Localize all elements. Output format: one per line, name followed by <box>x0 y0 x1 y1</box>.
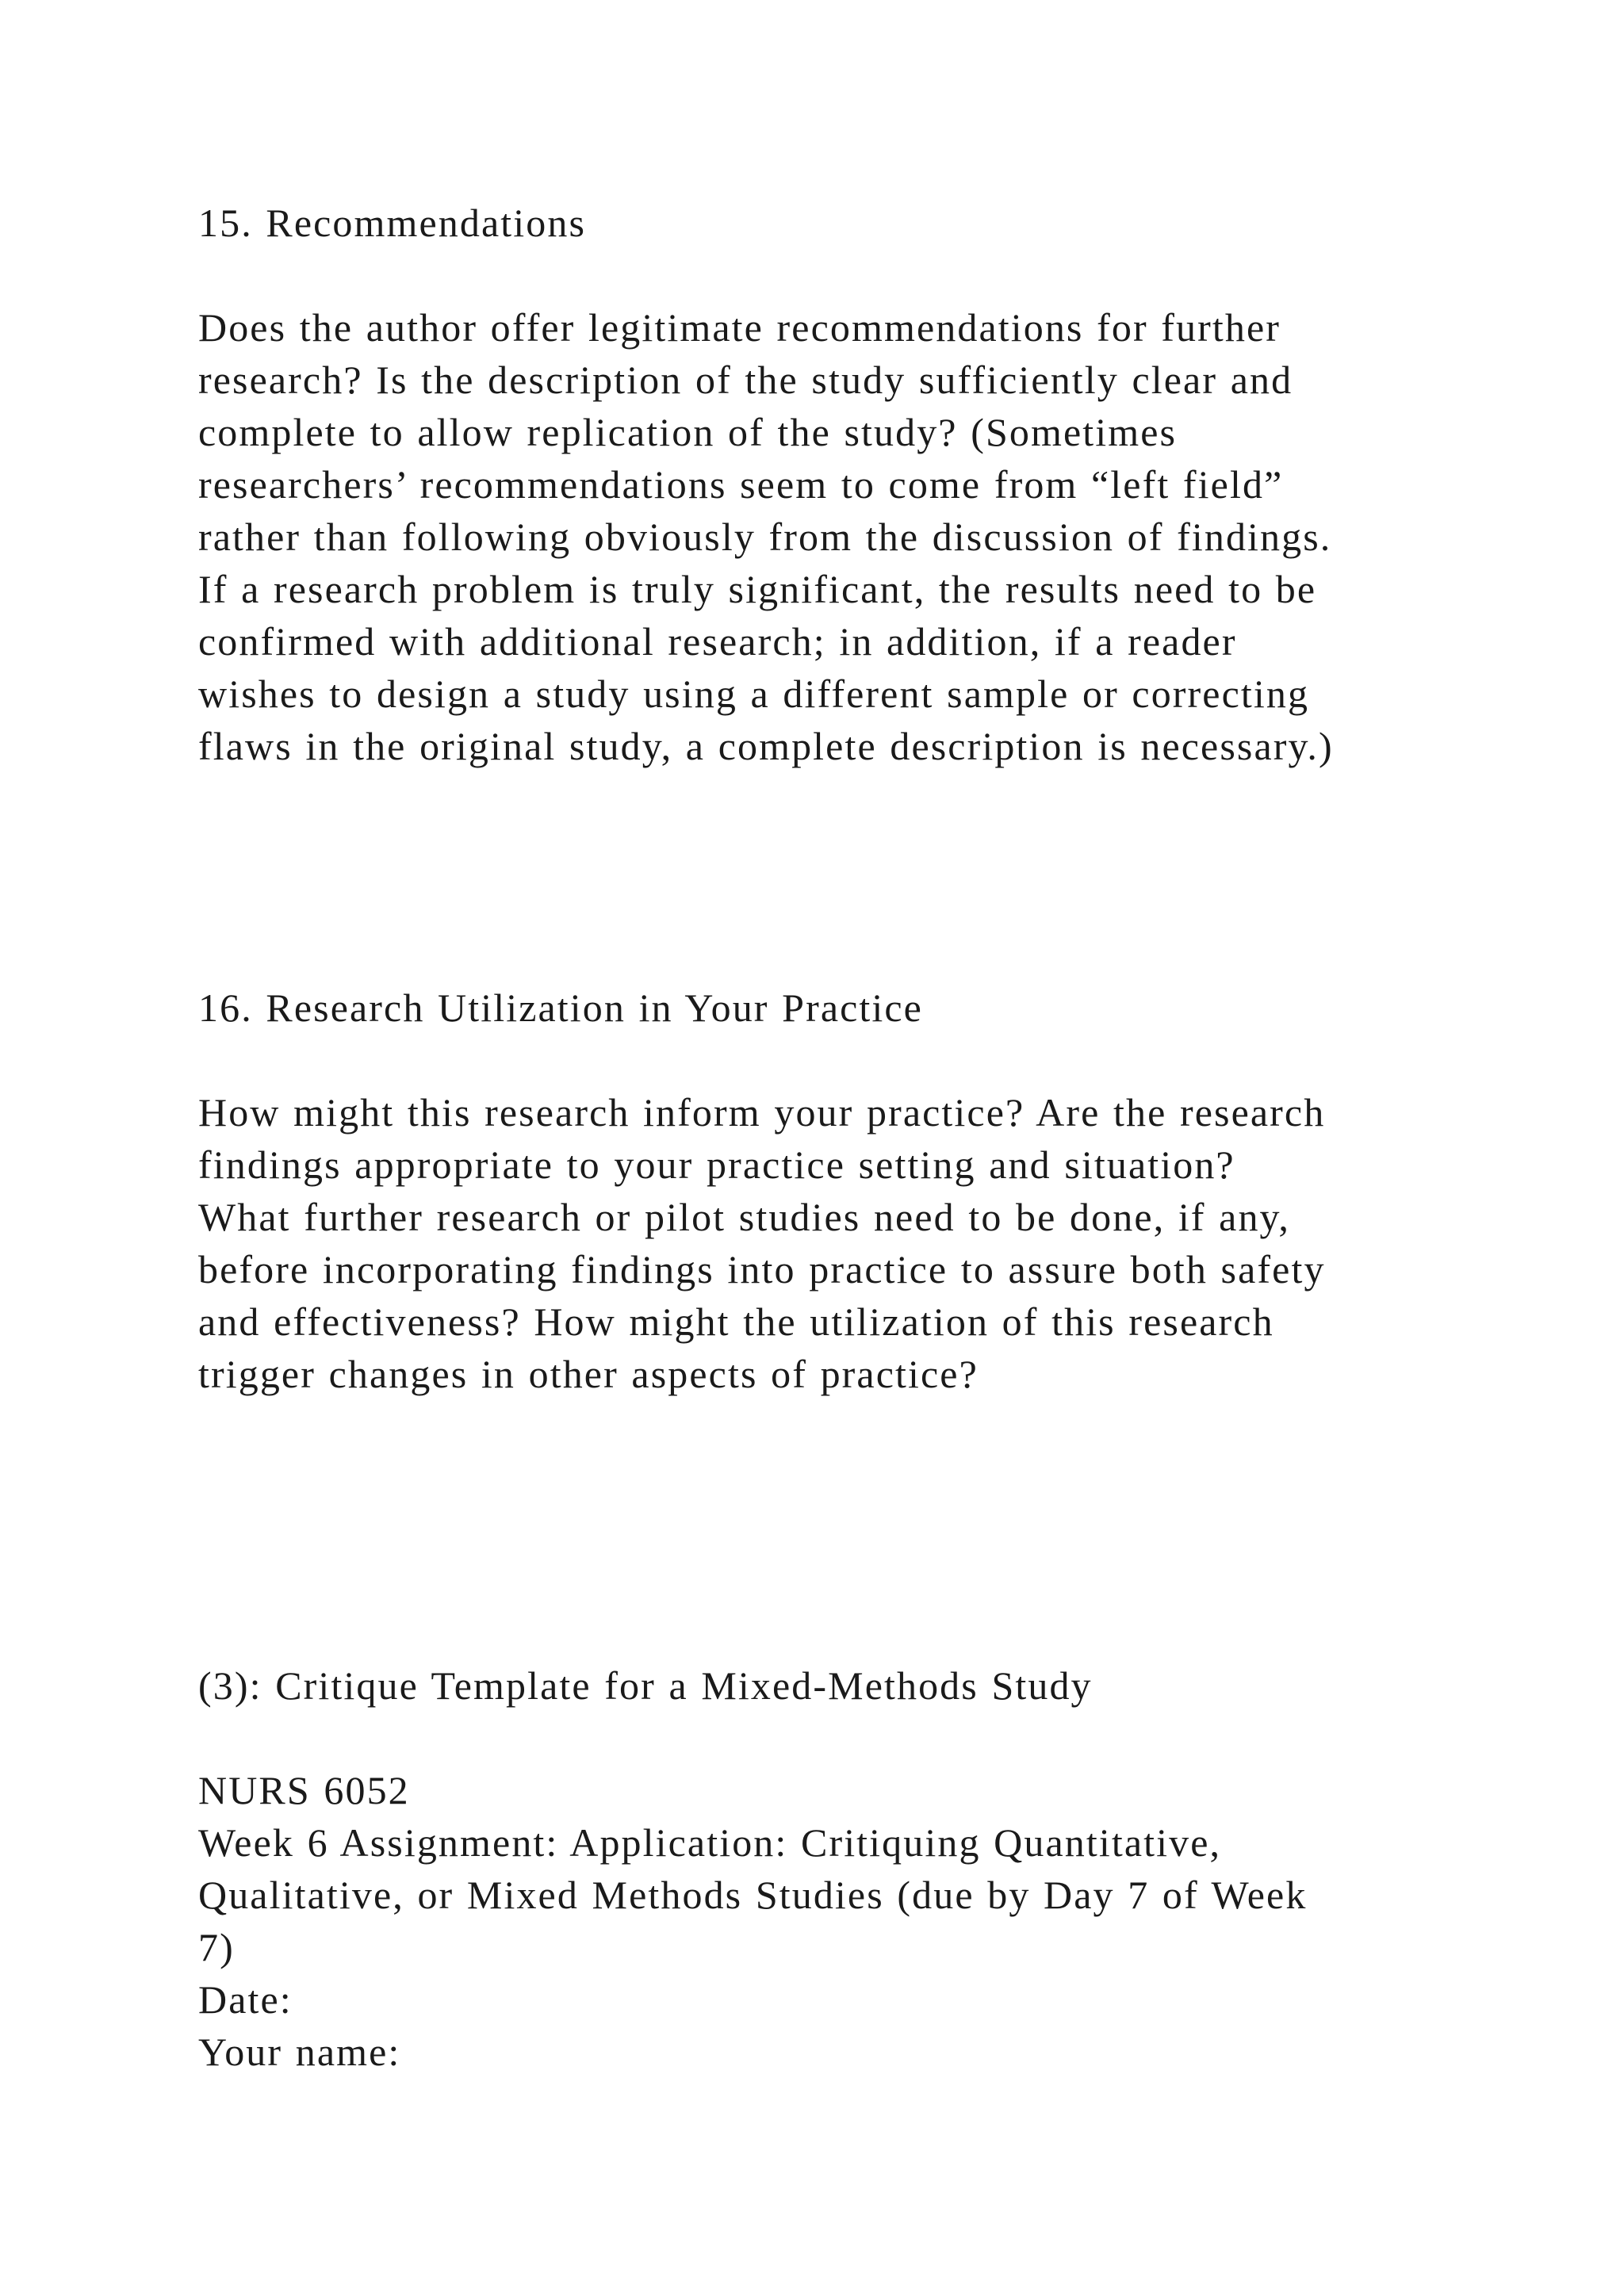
section-3-heading: (3): Critique Template for a Mixed-Methods Study <box>198 1663 1093 1708</box>
section-15-text-line: complete to allow replication of the study? (Sometimes <box>198 410 1178 454</box>
section-15-text-line: research? Is the description of the study sufficiently clear and <box>198 358 1293 402</box>
section-15-heading: 15. Recommendations <box>198 201 587 245</box>
course-code: NURS 6052 <box>198 1768 410 1812</box>
date-label: Date: <box>198 1977 293 2022</box>
section-16-text-line: What further research or pilot studies need to be done, if any, <box>198 1195 1291 1239</box>
name-label: Your name: <box>198 2030 401 2074</box>
section-16-text-line: and effectiveness? How might the utilization of this research <box>198 1299 1274 1344</box>
section-15-text-line: wishes to design a study using a different sample or correcting <box>198 672 1310 716</box>
assignment-title-line: 7) <box>198 1925 235 1969</box>
section-16-text-line: How might this research inform your practice? Are the research <box>198 1090 1326 1135</box>
section-15-text-line: confirmed with additional research; in addition, if a reader <box>198 619 1237 664</box>
assignment-title-line: Qualitative, or Mixed Methods Studies (due by Day 7 of Week <box>198 1873 1308 1917</box>
section-15-text-line: Does the author offer legitimate recommendations for further <box>198 305 1281 350</box>
section-16-text-line: before incorporating findings into practice to assure both safety <box>198 1247 1326 1292</box>
section-15-text-line: researchers’ recommendations seem to come from “left field” <box>198 462 1284 507</box>
section-15-text-line: flaws in the original study, a complete description is necessary.) <box>198 724 1334 768</box>
section-16-heading: 16. Research Utilization in Your Practice <box>198 985 923 1030</box>
assignment-title-line: Week 6 Assignment: Application: Critiquing Quantitative, <box>198 1820 1222 1865</box>
section-15-text-line: If a research problem is truly significant, the results need to be <box>198 567 1317 611</box>
section-16-text-line: trigger changes in other aspects of practice? <box>198 1352 979 1396</box>
section-15-text-line: rather than following obviously from the discussion of findings. <box>198 515 1332 559</box>
section-16-text-line: findings appropriate to your practice setting and situation? <box>198 1142 1235 1187</box>
